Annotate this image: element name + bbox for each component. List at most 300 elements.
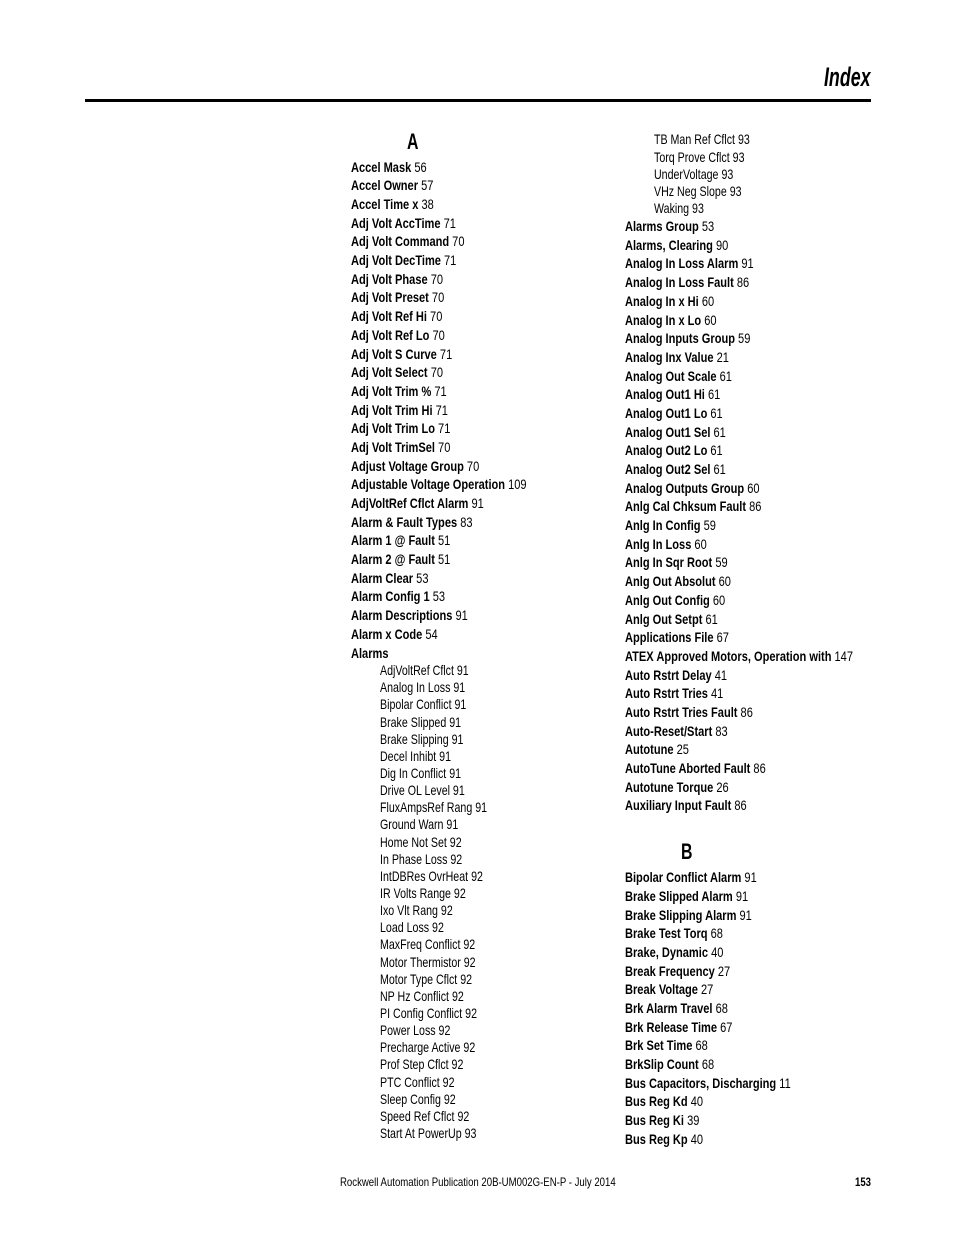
index-entry — [351, 569, 556, 588]
page-reference: 92 — [457, 1107, 470, 1124]
entry-term: Brk Alarm Travel — [625, 999, 713, 1016]
entry-term: Adj Volt S Curve — [351, 345, 437, 362]
page-reference: 93 — [692, 199, 704, 216]
subentry-term: Motor Type Cflct — [380, 970, 458, 987]
page-reference: 91 — [453, 679, 466, 696]
index-subentry — [654, 183, 860, 200]
entry-term: Adj Volt TrimSel — [351, 438, 435, 455]
entry-term: Adj Volt Trim Hi — [351, 401, 433, 418]
page-reference: 91 — [449, 765, 462, 782]
subentry-term: Ground Warn — [380, 816, 444, 833]
subentry-term: Sleep Config — [380, 1090, 441, 1107]
subentry-term: Analog In Loss — [380, 679, 451, 696]
index-entry — [351, 606, 556, 625]
index-entry — [625, 610, 862, 629]
entry-term: Alarms Group — [625, 218, 699, 235]
page-reference: 53 — [432, 588, 446, 605]
page-reference: 68 — [710, 925, 723, 942]
page-reference: 54 — [425, 625, 438, 642]
subentry-term: Load Loss — [380, 919, 430, 936]
page-reference: 39 — [687, 1112, 700, 1129]
index-entry — [625, 796, 862, 815]
index-entry — [625, 497, 862, 516]
entry-term: Adjustable Voltage Operation — [351, 476, 506, 493]
index-entry — [625, 647, 862, 666]
index-entry — [625, 1018, 862, 1037]
subentry-term: Home Not Set — [380, 833, 447, 850]
page-reference: 61 — [719, 367, 732, 384]
entry-term: Auto Rstrt Delay — [625, 666, 712, 683]
index-subentry — [380, 731, 556, 748]
entry-term: Auxiliary Input Fault — [625, 797, 732, 814]
entry-term: Autotune — [625, 741, 674, 758]
left-column — [351, 158, 611, 1143]
section-letter-a: A — [407, 129, 419, 154]
index-entry — [625, 348, 862, 367]
subentry-term: UnderVoltage — [654, 165, 719, 182]
entry-term: Accel Time x — [351, 196, 419, 213]
page-reference: 90 — [715, 236, 729, 253]
page-reference: 92 — [465, 1005, 478, 1022]
index-entry — [351, 195, 556, 214]
entry-term: Anlg Out Absolut — [625, 573, 716, 590]
page-reference: 91 — [456, 662, 469, 679]
entry-term: Adj Volt DecTime — [351, 252, 441, 269]
page-reference: 70 — [432, 326, 445, 343]
index-entry — [625, 311, 862, 330]
page-reference: 68 — [695, 1037, 708, 1054]
entry-term: Anlg Cal Chksum Fault — [625, 498, 747, 515]
page-reference: 93 — [721, 165, 734, 182]
index-subentry — [380, 919, 556, 936]
right-column — [625, 131, 925, 1148]
page-reference: 70 — [452, 233, 465, 250]
page-reference: 92 — [443, 1090, 456, 1107]
page-reference: 91 — [449, 713, 462, 730]
entry-term: Break Frequency — [625, 962, 715, 979]
index-entry — [351, 475, 556, 494]
page-reference: 67 — [720, 1018, 733, 1035]
index-entry — [625, 887, 862, 906]
subentry-term: Drive OL Level — [380, 782, 450, 799]
page-reference: 70 — [430, 308, 443, 325]
index-entry — [625, 1092, 862, 1111]
index-entry — [625, 385, 862, 404]
index-subentry — [380, 1005, 556, 1022]
entry-term: Anlg Out Setpt — [625, 610, 703, 627]
page-reference: 70 — [431, 289, 445, 306]
index-entry — [351, 345, 556, 364]
entry-term: Analog In Loss Alarm — [625, 255, 739, 272]
subentry-term: PTC Conflict — [380, 1073, 440, 1090]
page-reference: 71 — [439, 345, 453, 362]
page-reference: 59 — [715, 554, 728, 571]
entry-term: Bus Reg Kd — [625, 1093, 688, 1110]
page-reference: 71 — [443, 214, 456, 231]
entry-term: Auto Rstrt Tries — [625, 685, 708, 702]
index-entry — [625, 999, 862, 1018]
page-reference: 92 — [450, 850, 463, 867]
page-reference: 92 — [449, 833, 462, 850]
section-letter-b: B — [681, 839, 693, 865]
page-reference: 91 — [475, 799, 488, 816]
subentry-term: Waking — [654, 199, 690, 216]
index-subentry — [380, 1074, 556, 1091]
entry-term: Anlg In Config — [625, 517, 701, 534]
index-subentry — [380, 799, 556, 816]
entry-term: Adj Volt Select — [351, 364, 428, 381]
page-reference: 70 — [466, 457, 480, 474]
entry-term: Accel Mask — [351, 158, 412, 175]
entry-term: Alarm 1 @ Fault — [351, 532, 435, 549]
index-subentry — [380, 902, 556, 919]
index-entry — [625, 962, 862, 981]
section-heading-b — [681, 841, 925, 863]
index-entry — [625, 254, 862, 273]
page-reference: 92 — [432, 919, 444, 936]
page-reference: 91 — [744, 869, 757, 886]
index-subentry — [380, 851, 556, 868]
page-reference: 83 — [460, 513, 473, 530]
index-entry — [351, 251, 556, 270]
page-reference: 71 — [434, 382, 447, 399]
page-reference: 71 — [438, 420, 451, 437]
entry-term: Auto Rstrt Tries Fault — [625, 703, 738, 720]
page-reference: 92 — [463, 1039, 476, 1056]
page-reference: 56 — [414, 158, 427, 175]
page-reference: 68 — [715, 999, 728, 1016]
page-reference: 71 — [435, 401, 448, 418]
page-reference: 147 — [834, 647, 853, 664]
page-reference: 91 — [735, 887, 749, 904]
page-reference: 26 — [716, 778, 729, 795]
index-subentry — [380, 1125, 556, 1142]
subentry-term: AdjVoltRef Cflct — [380, 662, 454, 679]
page-reference: 92 — [451, 987, 464, 1004]
index-entry — [351, 363, 556, 382]
index-entry — [625, 759, 862, 778]
page-reference: 93 — [729, 182, 742, 199]
index-subentry — [380, 1022, 556, 1039]
subentry-term: Bipolar Conflict — [380, 696, 452, 713]
page-reference: 60 — [704, 311, 717, 328]
entry-term: Adj Volt Trim % — [351, 382, 432, 399]
page-reference: 61 — [713, 461, 726, 478]
index-subentry — [380, 834, 556, 851]
index-entry — [625, 1111, 862, 1130]
page-reference: 91 — [741, 255, 754, 272]
section-heading-a — [407, 131, 423, 153]
page-reference: 61 — [705, 610, 718, 627]
entry-term: Alarm Descriptions — [351, 607, 453, 624]
page-reference: 61 — [713, 423, 726, 440]
entry-term: Alarm x Code — [351, 625, 423, 642]
subentry-term: Ixo Vlt Rang — [380, 902, 438, 919]
page-reference: 70 — [438, 438, 451, 455]
index-subentry — [380, 971, 556, 988]
page-reference: 91 — [455, 607, 468, 624]
index-entry — [625, 367, 862, 386]
entry-term: Anlg Out Config — [625, 591, 710, 608]
index-subentry — [380, 679, 556, 696]
entry-term: Alarms, Clearing — [625, 236, 713, 253]
index-entry — [625, 703, 862, 722]
index-subentry — [654, 131, 860, 148]
page-reference: 41 — [714, 666, 728, 683]
index-entry — [351, 307, 556, 326]
index-entry — [625, 1130, 862, 1149]
index-subentry — [380, 1091, 556, 1108]
index-entry — [625, 423, 862, 442]
index-entry — [625, 572, 862, 591]
index-entry — [625, 906, 862, 925]
index-entry — [351, 326, 556, 345]
index-entry — [351, 625, 556, 644]
page-reference: 91 — [446, 816, 459, 833]
page-reference: 53 — [701, 218, 715, 235]
entry-term: Adj Volt Trim Lo — [351, 420, 435, 437]
index-entry — [351, 531, 556, 550]
page-reference: 57 — [421, 177, 434, 194]
entry-term: ATEX Approved Motors, Operation with — [625, 647, 832, 664]
page-reference: 67 — [716, 629, 729, 646]
page-reference: 59 — [703, 517, 716, 534]
index-entry — [625, 684, 862, 703]
page-reference: 61 — [710, 404, 723, 421]
subentry-term: VHz Neg Slope — [654, 182, 727, 199]
entry-term: Break Voltage — [625, 981, 698, 998]
entry-term: Analog Out1 Hi — [625, 386, 705, 403]
page-reference: 25 — [676, 741, 689, 758]
index-entry — [625, 404, 862, 423]
index-entry — [625, 217, 862, 236]
index-entry — [351, 176, 556, 195]
index-subentry — [654, 166, 860, 183]
section-a-entries — [351, 158, 611, 1143]
page-reference: 60 — [712, 591, 726, 608]
page-reference: 53 — [416, 569, 429, 586]
index-subentry — [380, 765, 556, 782]
index-subentry — [380, 988, 556, 1005]
entry-term: Bus Reg Kp — [625, 1130, 688, 1147]
page-reference: 92 — [440, 902, 453, 919]
subentry-term: Brake Slipping — [380, 730, 449, 747]
page-reference: 40 — [711, 943, 724, 960]
index-subentry — [380, 1039, 556, 1056]
page-reference: 60 — [701, 292, 715, 309]
index-entry — [351, 288, 556, 307]
subentry-term: PI Config Conflict — [380, 1005, 463, 1022]
page-reference: 91 — [739, 906, 752, 923]
index-subentry — [654, 200, 860, 217]
page-reference: 51 — [437, 532, 451, 549]
subentry-term: Brake Slipped — [380, 713, 447, 730]
entry-term: Analog Inputs Group — [625, 330, 735, 347]
subentry-term: Precharge Active — [380, 1039, 461, 1056]
entry-term: Alarms — [351, 644, 389, 661]
page-reference: 70 — [430, 270, 443, 287]
index-entry — [625, 628, 862, 647]
index-entry — [625, 943, 862, 962]
subentry-term: Torq Prove Cflct — [654, 148, 730, 165]
page-reference: 109 — [508, 476, 527, 493]
page-reference: 68 — [701, 1056, 715, 1072]
subentry-term: Decel Inhibt — [380, 747, 437, 764]
entry-term: Bus Capacitors, Discharging — [625, 1074, 777, 1091]
index-subentry — [380, 748, 556, 765]
index-entry — [625, 666, 862, 685]
index-entry — [351, 270, 556, 289]
index-subentry — [380, 696, 556, 713]
page-reference: 93 — [732, 148, 745, 165]
page-reference: 40 — [690, 1130, 704, 1147]
entry-term: Alarm & Fault Types — [351, 513, 458, 530]
index-subentry — [380, 782, 556, 799]
entry-term: Brake Test Torq — [625, 925, 708, 942]
index-entry — [625, 441, 862, 460]
page-reference: 27 — [717, 962, 731, 979]
index-entry — [351, 214, 556, 233]
section-a-continued — [625, 131, 925, 815]
page-reference: 92 — [438, 1022, 451, 1039]
entry-term: Analog Out1 Sel — [625, 423, 711, 440]
page-reference: 70 — [430, 364, 443, 381]
entry-term: Adj Volt Preset — [351, 289, 429, 306]
section-b-entries — [625, 868, 925, 1148]
index-entry — [625, 868, 862, 887]
index-entry — [625, 553, 862, 572]
entry-term: Alarm 2 @ Fault — [351, 551, 435, 568]
entry-term: AdjVoltRef Cflct Alarm — [351, 495, 469, 512]
page-reference: 86 — [736, 274, 750, 291]
subentry-term: TB Man Ref Cflct — [654, 131, 736, 148]
page-reference: 91 — [471, 495, 484, 512]
page-reference: 92 — [460, 970, 473, 987]
entry-term: Analog Out2 Lo — [625, 442, 708, 459]
subentry-term: IR Volts Range — [380, 885, 451, 902]
entry-term: Adj Volt Ref Hi — [351, 308, 427, 325]
index-subentry — [380, 954, 556, 971]
index-entry — [625, 924, 862, 943]
index-subentry — [380, 936, 556, 953]
index-entry — [351, 550, 556, 569]
entry-term: Auto-Reset/Start — [625, 722, 713, 739]
entry-term: Analog Out1 Lo — [625, 404, 708, 421]
page-reference: 21 — [716, 348, 729, 365]
entry-term: BrkSlip Count — [625, 1056, 699, 1072]
index-entry — [351, 401, 556, 420]
index-entry — [625, 273, 862, 292]
index-subentry — [380, 885, 556, 902]
subentry-term: Start At PowerUp — [380, 1125, 462, 1141]
page-reference: 92 — [453, 885, 466, 902]
index-entry — [625, 980, 862, 999]
entry-term: Brk Set Time — [625, 1037, 693, 1054]
subentry-term: Speed Ref Cflct — [380, 1107, 455, 1124]
page-reference: 91 — [452, 782, 465, 799]
subentry-term: FluxAmpsRef Rang — [380, 799, 473, 816]
page-reference: 93 — [464, 1125, 477, 1141]
entry-term: Analog In Loss Fault — [625, 274, 734, 291]
page-reference: 86 — [740, 703, 753, 720]
page-reference: 60 — [694, 535, 707, 552]
index-entry — [625, 591, 862, 610]
subentry-term: IntDBRes OvrHeat — [380, 867, 469, 884]
index-subentry — [380, 714, 556, 731]
entry-term: Alarm Config 1 — [351, 588, 430, 605]
page-reference: 91 — [451, 730, 464, 747]
index-entry — [625, 1055, 862, 1074]
index-entry — [625, 722, 862, 741]
index-entry — [625, 1074, 862, 1093]
index-subentry — [380, 816, 556, 833]
subentry-term: Prof Step Cflct — [380, 1056, 449, 1073]
page-reference: 61 — [710, 442, 723, 459]
page-reference: 60 — [747, 479, 760, 496]
subentry-term: In Phase Loss — [380, 850, 448, 867]
index-entry — [625, 740, 862, 759]
index-entry — [351, 382, 556, 401]
index-entry — [351, 232, 556, 251]
entry-term: Brake, Dynamic — [625, 943, 708, 960]
entry-term: Brake Slipped Alarm — [625, 887, 733, 904]
subentry-term: NP Hz Conflict — [380, 987, 449, 1004]
entry-term: Analog Out Scale — [625, 367, 717, 384]
index-subentry — [380, 1108, 556, 1125]
entry-term: Anlg In Loss — [625, 535, 692, 552]
index-entry — [625, 460, 862, 479]
page-reference: 92 — [463, 953, 476, 970]
page-reference: 91 — [439, 747, 451, 764]
entry-term: Bus Reg Ki — [625, 1112, 685, 1129]
page-reference: 86 — [753, 760, 766, 777]
entry-term: Adj Volt AccTime — [351, 214, 441, 231]
page-title: Index — [824, 62, 871, 92]
subentry-term: Dig In Conflict — [380, 765, 447, 782]
page-reference: 27 — [701, 981, 714, 998]
entry-term: Analog In x Hi — [625, 292, 699, 309]
page-reference: 91 — [454, 696, 467, 713]
page-reference: 92 — [471, 867, 483, 884]
index-entry — [351, 457, 556, 476]
index-entry — [351, 644, 556, 663]
index-entry — [351, 158, 556, 177]
index-entry — [625, 516, 862, 535]
entry-term: Adj Volt Ref Lo — [351, 326, 430, 343]
page-reference: 93 — [737, 131, 750, 148]
page-reference: 86 — [749, 498, 762, 515]
page-reference: 61 — [707, 386, 721, 403]
page-reference: 51 — [437, 551, 451, 568]
index-entry — [625, 479, 862, 498]
entry-term: Analog Inx Value — [625, 348, 714, 365]
index-entry — [351, 419, 556, 438]
index-subentry — [380, 662, 556, 679]
entry-term: Brake Slipping Alarm — [625, 906, 737, 923]
index-entry — [351, 513, 556, 532]
index-subentry — [654, 149, 860, 166]
footer-page-number: 153 — [854, 1175, 871, 1189]
entry-term: Adj Volt Command — [351, 233, 450, 250]
page-reference: 41 — [711, 685, 724, 702]
entry-term: Adjust Voltage Group — [351, 457, 464, 474]
page-reference: 86 — [734, 797, 747, 814]
page-reference: 83 — [715, 722, 728, 739]
page-reference: 59 — [738, 330, 751, 347]
page-reference: 92 — [463, 936, 476, 953]
page-reference: 60 — [718, 573, 731, 590]
index-entry — [625, 778, 862, 797]
